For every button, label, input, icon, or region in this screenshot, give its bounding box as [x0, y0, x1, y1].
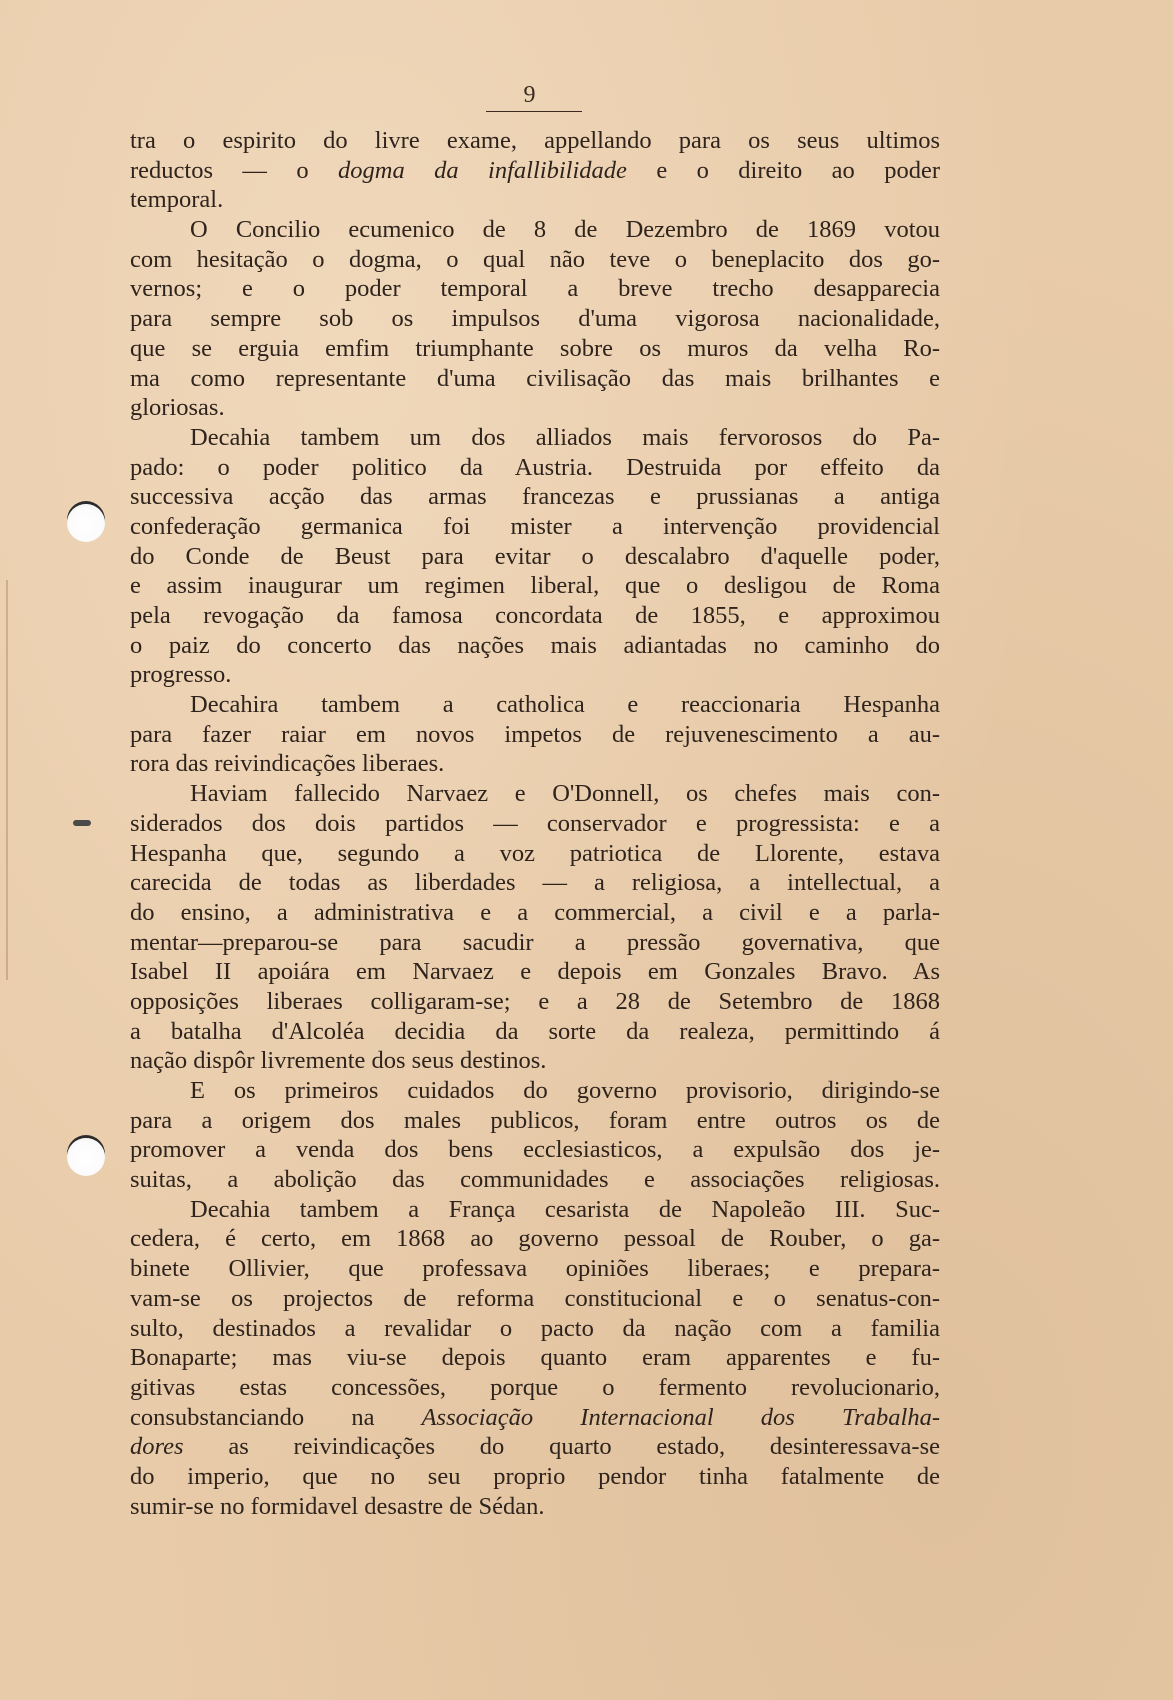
text-line: que se erguia emfim triumphante sobre os muros da velha Ro- [130, 334, 940, 362]
text-line: do Conde de Beust para evitar o descalabro d'aquelle poder, [130, 542, 940, 570]
text-line: binete Ollivier, que professava opiniões liberaes; e prepara- [130, 1255, 940, 1283]
text-line: para a origem dos males publicos, foram entre outros os de [130, 1106, 940, 1134]
binding-mark [73, 820, 91, 826]
text-line: com hesitação o dogma, o qual não teve o beneplacito dos go- [130, 245, 940, 273]
text-line: suitas, a abolição das communidades e associações religiosas. [130, 1166, 940, 1194]
italic-phrase: dores [130, 1433, 184, 1461]
text-line: O Concilio ecumenico de 8 de Dezembro de 1869 votou [190, 216, 940, 244]
text-line: Decahira tambem a catholica e reaccionaria Hespanha [190, 691, 940, 719]
text-line: sulto, destinados a revalidar o pacto da nação com a familia [130, 1314, 940, 1342]
text-line: E os primeiros cuidados do governo provisorio, dirigindo-se [190, 1077, 940, 1104]
text-line: gloriosas. [130, 394, 225, 422]
text-line: dores as reivindicações do quarto estado, desinteressava-se [130, 1433, 940, 1461]
text-line: pela revogação da famosa concordata de 1855, e approximou [130, 602, 940, 629]
text-line: confederação germanica foi mister a intervenção providencial [130, 512, 940, 540]
text-line: Haviam fallecido Narvaez e O'Donnell, os chefes mais con- [190, 780, 940, 808]
text-line: o paiz do concerto das nações mais adiantadas no caminho do [130, 631, 940, 659]
page-number: 9 [523, 82, 537, 108]
text-line: tra o espirito do livre exame, appellando para os seus ultimos [130, 127, 940, 154]
body-text [130, 126, 940, 1521]
text-line: consubstanciando na Associação Internacional dos Trabalha- [130, 1403, 940, 1431]
text-line: para fazer raiar em novos impetos de rejuvenescimento a au- [130, 720, 940, 748]
text-line: Bonaparte; mas viu-se depois quanto eram apparentes e fu- [130, 1344, 940, 1372]
text-line: a batalha d'Alcoléa decidia da sorte da realeza, permittindo á [130, 1017, 940, 1045]
text-line: successiva acção das armas francezas e prussianas a antiga [130, 483, 940, 511]
text-line: temporal. [130, 186, 224, 214]
page-edge-shadow [6, 580, 8, 980]
text-line: carecida de todas as liberdades — a religiosa, a intellectual, a [130, 869, 940, 897]
text-line: Isabel II apoiára em Narvaez e depois em Gonzales Bravo. As [130, 958, 940, 986]
text-line: e assim inaugurar um regimen liberal, que o desligou de Roma [130, 572, 940, 600]
text-line: mentar—preparou-se para sacudir a pressão governativa, que [130, 928, 940, 956]
text-line: progresso. [130, 661, 232, 689]
page-number-rule [486, 111, 582, 112]
text-line: pado: o poder politico da Austria. Destruida por effeito da [130, 453, 940, 481]
text-line: do imperio, que no seu proprio pendor tinha fatalmente de [130, 1462, 940, 1490]
text-line: rora das reivindicações liberaes. [130, 750, 445, 778]
text-line: Decahia tambem um dos alliados mais fervorosos do Pa- [190, 423, 940, 451]
text-line: do ensino, a administrativa e a commercial, a civil e a parla- [130, 898, 940, 926]
italic-phrase: dogma da infallibilidade [338, 156, 627, 184]
binder-hole [67, 504, 105, 542]
text-line: cedera, é certo, em 1868 ao governo pessoal de Rouber, o ga- [130, 1225, 940, 1253]
text-line: sumir-se no formidavel desastre de Sédan. [130, 1492, 545, 1520]
text-line: vernos; e o poder temporal a breve trecho desapparecia [130, 275, 940, 303]
italic-phrase: Associação Internacional dos Trabalha- [421, 1403, 940, 1431]
text-line: nação dispôr livremente dos seus destinos. [130, 1047, 547, 1075]
text-line: Decahia tambem a França cesarista de Napoleão III. Suc- [190, 1195, 940, 1223]
text-line: ma como representante d'uma civilisação das mais brilhantes e [130, 364, 940, 392]
binder-hole [67, 1138, 105, 1176]
text-line: para sempre sob os impulsos d'uma vigorosa nacionalidade, [130, 305, 940, 333]
text-line: promover a venda dos bens ecclesiasticos, a expulsão dos je- [130, 1136, 940, 1164]
text-line: vam-se os projectos de reforma constitucional e o senatus-con- [130, 1284, 940, 1312]
text-line: reductos — o dogma da infallibilidade e o direito ao poder [130, 156, 940, 184]
text-line: siderados dos dois partidos — conservador e progressista: e a [130, 809, 940, 837]
text-line: opposições liberaes colligaram-se; e a 28 de Setembro de 1868 [130, 987, 940, 1015]
text-line: gitivas estas concessões, porque o fermento revolucionario, [130, 1373, 940, 1401]
text-line: Hespanha que, segundo a voz patriotica de Llorente, estava [130, 839, 940, 867]
